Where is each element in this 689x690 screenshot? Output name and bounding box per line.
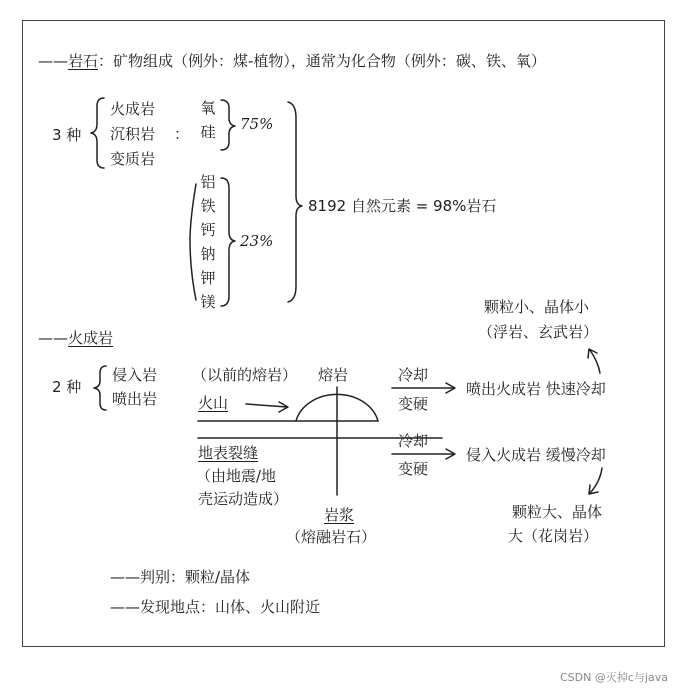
intrusive-note-line-2: 大（花岗岩） bbox=[508, 527, 599, 545]
fissure-cause-line-2: 壳运动造成） bbox=[198, 490, 289, 508]
extrusive-note-line-2: （浮岩、玄武岩） bbox=[478, 323, 599, 341]
igneous-type-count: 2 种 bbox=[52, 378, 82, 396]
footer-note-text: 发现地点：山体、火山附近 bbox=[140, 598, 321, 616]
rock-type-sedimentary: 沉积岩 bbox=[110, 125, 156, 143]
rock-type-count: 3 种 bbox=[52, 126, 82, 144]
element-magnesium: 镁 bbox=[200, 293, 216, 311]
watermark: CSDN @灭掉c与java bbox=[560, 671, 668, 684]
rock-types-left-brace bbox=[91, 98, 104, 168]
upper-arrow-top-label: 冷却 bbox=[398, 366, 429, 384]
element-oxygen: 氧 bbox=[200, 99, 216, 117]
extrusive-note-arrow bbox=[590, 350, 600, 373]
element-aluminum: 铝 bbox=[200, 173, 216, 191]
igneous-dash: —— bbox=[38, 329, 68, 347]
footer-note-dash: —— bbox=[110, 598, 140, 616]
element-iron: 铁 bbox=[200, 197, 216, 215]
volcano-arrow-shaft bbox=[246, 404, 287, 407]
igneous-type-intrusive: 侵入岩 bbox=[112, 366, 158, 384]
extrusive-note-line-1: 颗粒小、晶体小 bbox=[484, 298, 590, 316]
igneous-types-left-brace bbox=[94, 366, 106, 410]
rock-description: ：矿物组成（例外：煤-植物），通常为化合物（例外：碳、铁、氧） bbox=[98, 52, 546, 70]
elements-total: 8192 自然元素 = 98%岩石 bbox=[308, 197, 497, 215]
intrusive-note-line-1: 颗粒大、晶体 bbox=[512, 503, 603, 521]
element-sodium: 钠 bbox=[200, 245, 216, 263]
rock-type-colon: ： bbox=[174, 125, 190, 143]
fissure-cause-line-1: （由地震/地 bbox=[196, 467, 277, 485]
rock-dash: —— bbox=[38, 52, 68, 70]
extrusive-result: 喷出火成岩 快速冷却 bbox=[466, 380, 606, 398]
former-lava-label: （以前的熔岩） bbox=[192, 366, 298, 384]
rock-type-igneous: 火成岩 bbox=[110, 100, 156, 118]
intrusive-result: 侵入火成岩 缓慢冷却 bbox=[466, 446, 606, 464]
igneous-term: 火成岩 bbox=[68, 329, 114, 347]
fissure-label: 地表裂缝 bbox=[198, 444, 259, 462]
intrusive-note-arrow bbox=[590, 468, 602, 493]
upper-arrow-bottom-label: 变硬 bbox=[398, 395, 429, 413]
minor-elements-left-paren bbox=[190, 184, 196, 300]
major-elements-percent: 75% bbox=[240, 115, 274, 133]
minor-elements-percent: 23% bbox=[240, 232, 274, 250]
footer-note-text: 判别：颗粒/晶体 bbox=[140, 568, 251, 586]
lava-label: 熔岩 bbox=[318, 366, 349, 384]
lower-arrow-top-label: 冷却 bbox=[398, 432, 429, 450]
footer-note-dash: —— bbox=[110, 568, 140, 586]
minor-elements-brace bbox=[221, 178, 235, 306]
element-potassium: 钾 bbox=[200, 269, 216, 287]
lower-arrow-bottom-label: 变硬 bbox=[398, 460, 429, 478]
element-silicon: 硅 bbox=[200, 123, 216, 141]
rock-term: 岩石 bbox=[68, 52, 99, 70]
igneous-type-extrusive: 喷出岩 bbox=[112, 390, 158, 408]
volcano-label: 火山 bbox=[198, 394, 229, 412]
magma-description: （熔融岩石） bbox=[286, 528, 377, 546]
major-elements-brace bbox=[221, 100, 235, 150]
all-elements-brace bbox=[288, 102, 302, 302]
magma-label: 岩浆 bbox=[324, 506, 355, 524]
rock-type-metamorphic: 变质岩 bbox=[110, 150, 156, 168]
element-calcium: 钙 bbox=[200, 221, 216, 239]
